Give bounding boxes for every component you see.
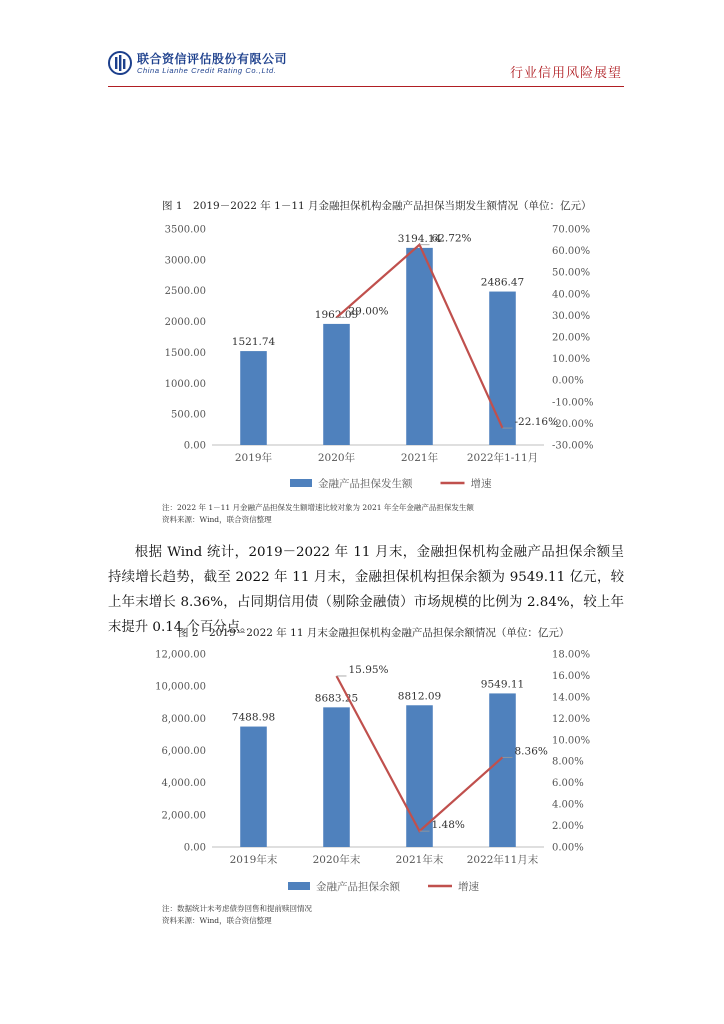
bar-value-label: 2486.47 [480,276,525,289]
bar [240,727,267,847]
company-name-cn: 联合资信评估股份有限公司 [137,52,288,66]
y-right-tick-label: -30.00% [552,440,594,452]
bar-value-label: 3194.14 [397,232,442,245]
report-type: 行业信用风险展望 [509,66,622,81]
x-tick-label: 2022年11月末 [466,854,539,866]
y-right-tick-label: 12.00% [552,713,591,725]
figure-1-note: 注：2022 年 1－11 月金融产品担保发生额增速比较对象为 2021 年全年金融产品担保发生额 [162,503,474,512]
bar-value-label: 1521.74 [231,336,276,349]
figure-2-source: 资料来源：Wind，联合资信整理 [162,916,272,925]
figure-1-chart [0,215,724,500]
y-right-tick-label: 18.00% [552,649,591,661]
paragraph-text: 根据 Wind 统计，2019－2022 年 11 月末，金融担保机构金融产品担保余额呈持续增长趋势，截至 2022 年 11 月末，金融担保机构担保余额为 9549.11 亿元，较上年末增长 8.36%，占同期信用债（剔除金融债）市场规模的比例为 2.84%，较上年末提升 0.14 个百分点。 [108,545,624,635]
bar-value-label: 1962.09 [314,308,359,321]
y-right-tick-label: 8.00% [552,756,584,768]
figure-1-source: 资料来源：Wind，联合资信整理 [162,515,272,524]
y-left-tick-label: 3500.00 [164,224,206,236]
y-left-tick-label: 8,000.00 [161,713,206,725]
figure-2-chart [0,642,724,902]
y-left-tick-label: 10,000.00 [155,681,206,693]
legend-bar-swatch [290,479,312,487]
x-tick-label: 2022年1-11月 [466,452,539,464]
x-tick-label: 2019年 [234,452,273,464]
y-left-tick-label: 4,000.00 [161,778,206,790]
x-tick-label: 2021年末 [395,854,444,866]
bar [406,705,433,847]
bar-value-label: 7488.98 [231,711,276,724]
y-right-tick-label: 10.00% [552,735,591,747]
y-left-tick-label: 2000.00 [164,317,206,329]
y-right-tick-label: 4.00% [552,799,584,811]
y-right-tick-label: -20.00% [552,418,594,430]
page-header [108,48,624,88]
legend-bar-label: 金融产品担保发生额 [318,478,413,490]
figure-2-title: 图 2 2019－2022 年 11 月末金融担保机构金融产品担保余额情况（单位：亿元） [178,627,570,639]
company-logo-icon [108,51,132,75]
y-right-tick-label: 50.00% [552,267,591,279]
y-left-tick-label: 3000.00 [164,255,206,267]
y-right-tick-label: 0.00% [552,375,584,387]
y-right-tick-label: 30.00% [552,310,591,322]
legend-bar-swatch [288,882,310,890]
y-right-tick-label: 14.00% [552,692,591,704]
bar [323,324,350,445]
y-left-tick-label: 0.00 [183,440,206,452]
bar [406,248,433,445]
line-value-label: 8.36% [514,745,548,758]
bar-value-label: 8683.25 [314,692,359,705]
y-right-tick-label: 2.00% [552,821,584,833]
y-left-tick-label: 500.00 [171,409,206,421]
company-name-en: China Lianhe Credit Rating Co.,Ltd. [137,66,277,75]
x-tick-label: 2020年 [317,452,356,464]
x-tick-label: 2019年末 [229,854,278,866]
y-left-tick-label: 1500.00 [164,347,206,359]
y-left-tick-label: 1000.00 [164,378,206,390]
y-right-tick-label: -10.00% [552,397,594,409]
y-left-tick-label: 2500.00 [164,286,206,298]
line-value-label: 1.48% [431,819,465,832]
bar [489,693,516,847]
header-divider [108,86,624,87]
y-right-tick-label: 60.00% [552,246,591,258]
y-right-tick-label: 10.00% [552,354,591,366]
bar [240,351,267,445]
y-left-tick-label: 12,000.00 [155,649,206,661]
x-tick-label: 2020年末 [312,854,361,866]
y-right-tick-label: 6.00% [552,778,584,790]
legend-line-label: 增速 [458,881,479,893]
line-value-label: 62.72% [431,232,472,245]
line-value-label: 29.00% [348,305,389,318]
figure-1-title: 图 1 2019－2022 年 1－11 月金融担保机构金融产品担保当期发生额情况（单位：亿元） [162,200,592,212]
y-right-tick-label: 40.00% [552,289,591,301]
y-left-tick-label: 2,000.00 [161,810,206,822]
figure-2-note: 注：数据统计未考虑债券回售和提前赎回情况 [162,904,312,913]
y-right-tick-label: 20.00% [552,332,591,344]
line-value-label: -22.16% [514,416,559,429]
x-tick-label: 2021年 [400,452,439,464]
y-right-tick-label: 70.00% [552,224,591,236]
bar-value-label: 9549.11 [480,678,525,691]
line-value-label: 15.95% [348,663,389,676]
bar [489,292,516,445]
legend-bar-label: 金融产品担保余额 [316,881,400,893]
y-right-tick-label: 0.00% [552,842,584,854]
bar-value-label: 8812.09 [397,690,442,703]
bar [323,707,350,847]
y-right-tick-label: 16.00% [552,670,591,682]
y-left-tick-label: 6,000.00 [161,746,206,757]
y-left-tick-label: 0.00 [183,842,206,854]
legend-line-label: 增速 [470,478,492,490]
